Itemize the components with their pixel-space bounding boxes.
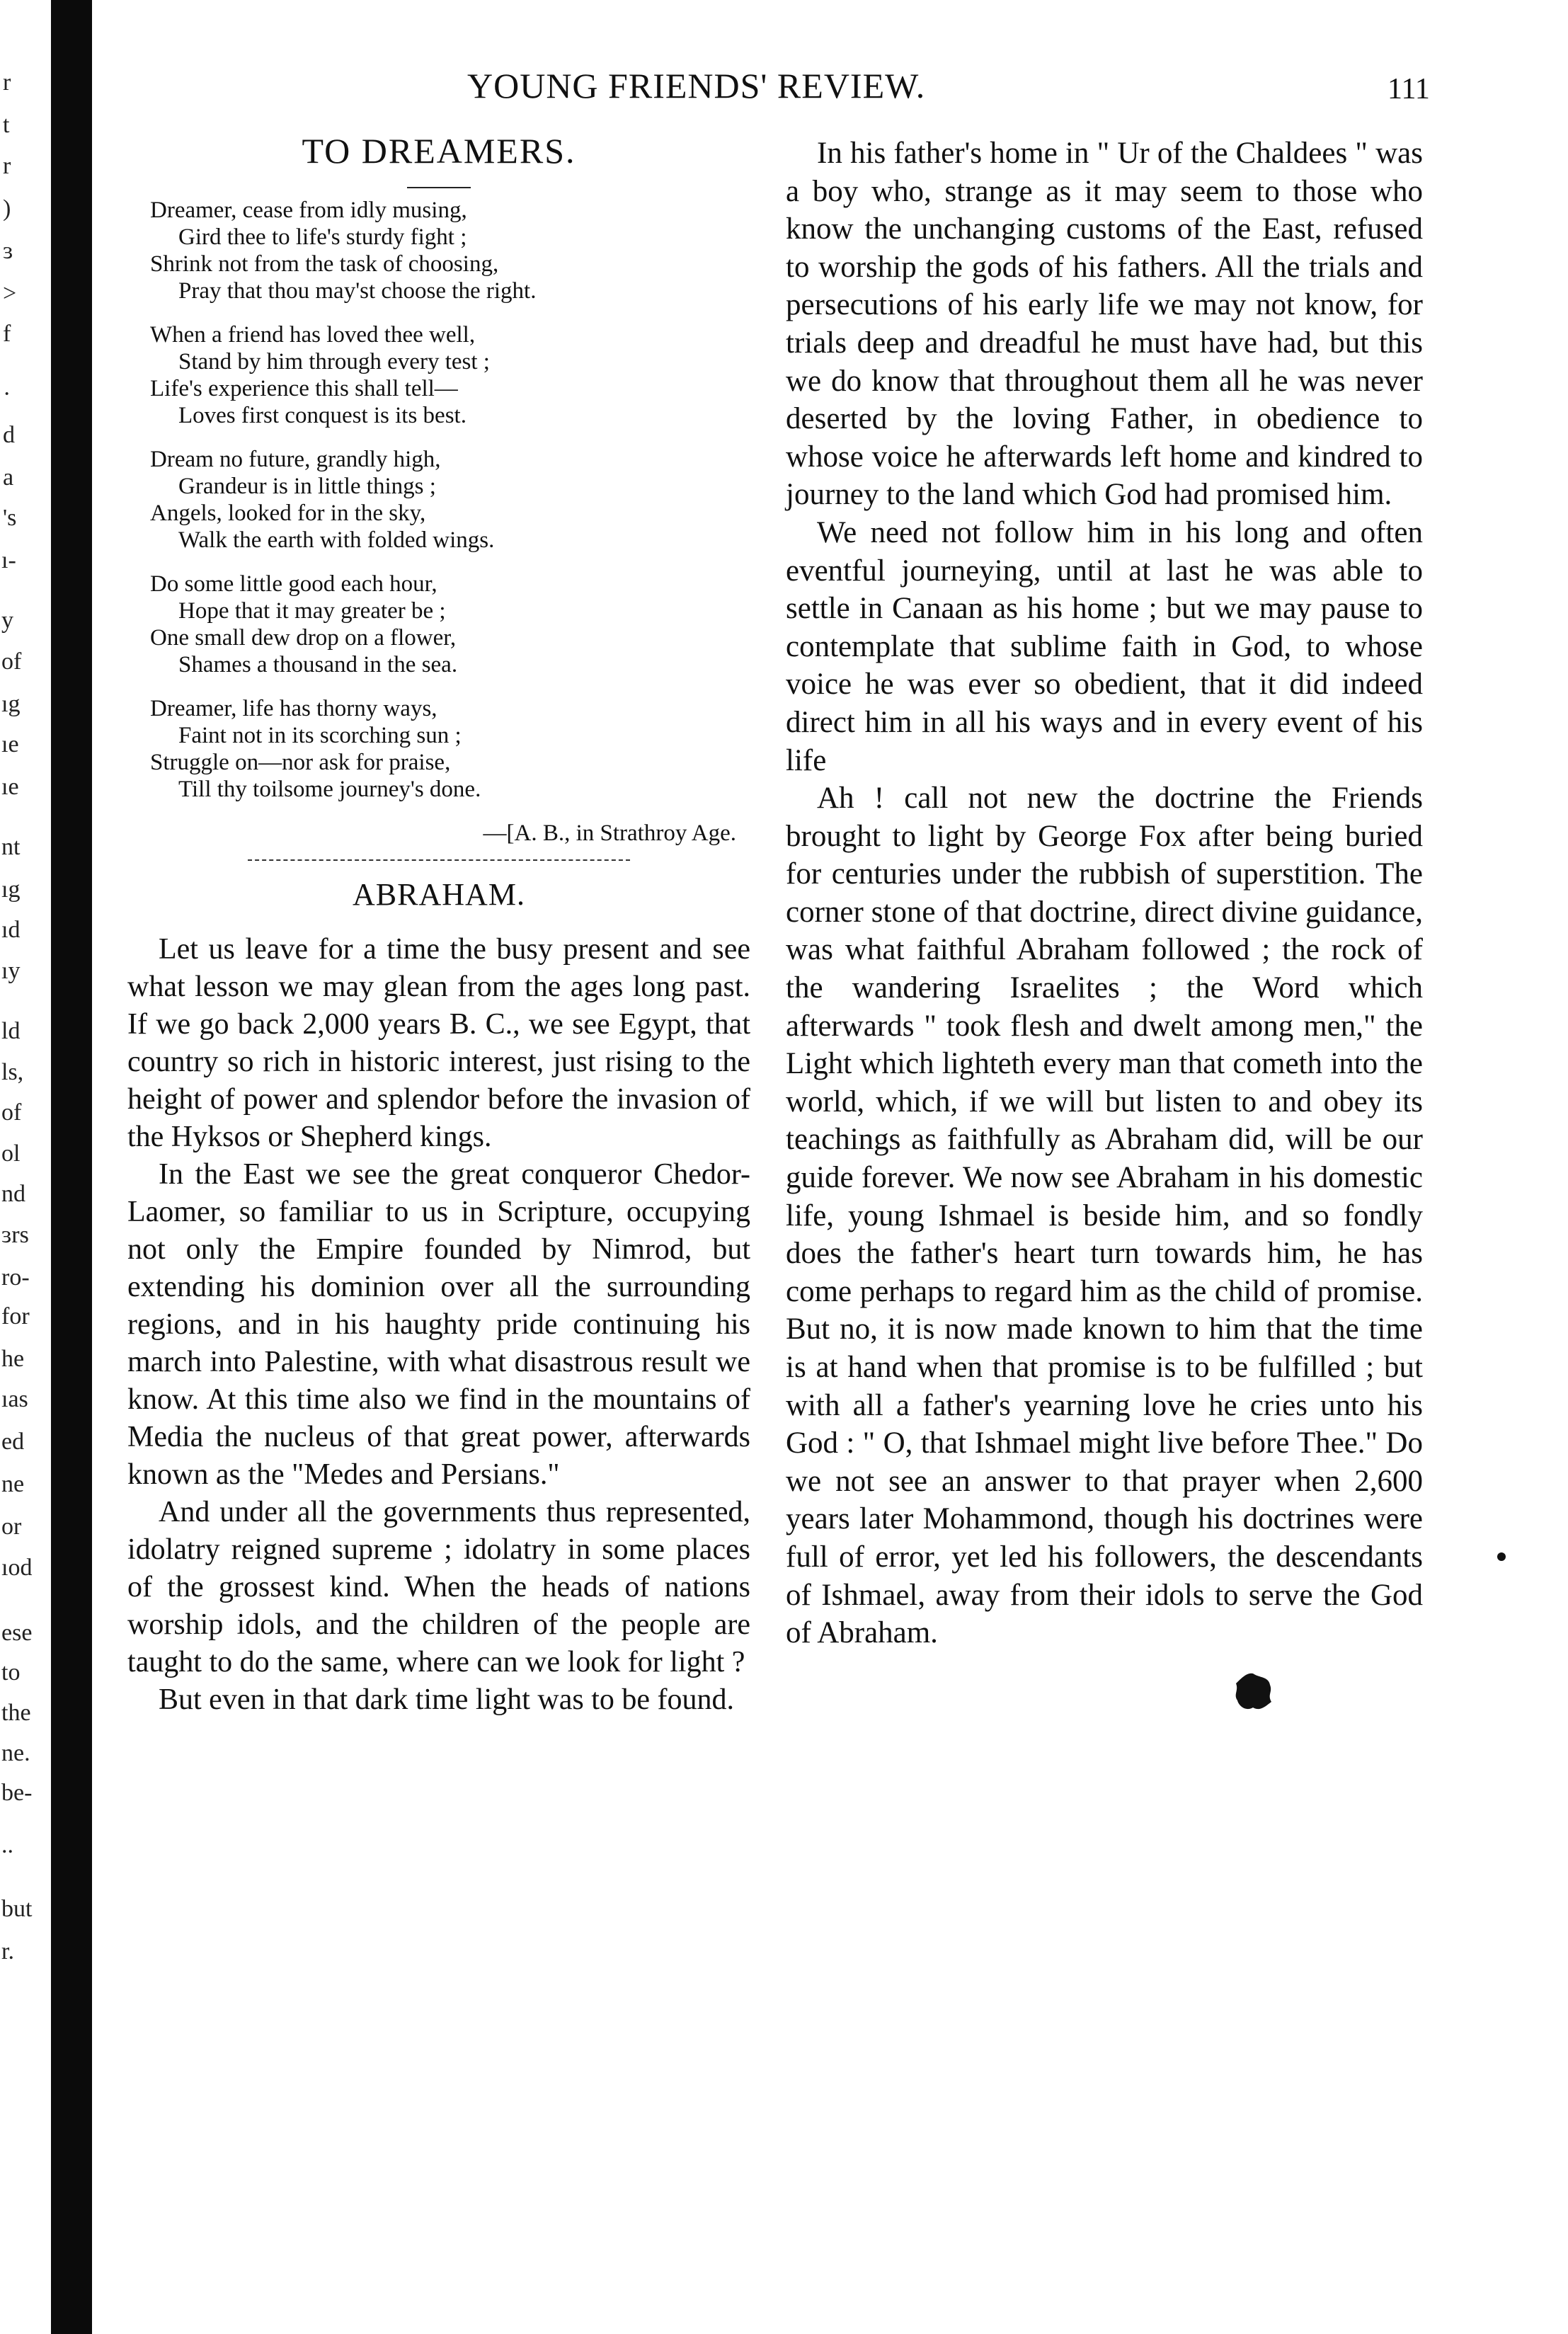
poem-line: When a friend has loved thee well,	[150, 322, 476, 348]
poem-stanza	[150, 446, 750, 554]
facing-page-fragment: ɜ	[3, 238, 13, 264]
facing-page-fragment: to	[1, 1659, 21, 1686]
paragraph: Ah ! call not new the doctrine the Friends brought to light by George Fox after being buried for centuries under the rubbish of superstition. The corner stone of that doctrine, direct divine guidance, was what faithful Abraham followed ; the rock of the wandering Israelites ; the Word which afterwards " took flesh and dwelt among men," the Light which lighteth every man that cometh into the world, which, if we will but listen to and obey its teachings as faithfully as Abraham did, will be our guide forever. We now see Abraham in his domestic life, young Ishmael is beside him, and so fondly does the father's heart turn towards him, he has come perhaps to regard him as the child of promise. But no, it is now made known to him that the time is at hand when that promise is to be fulfilled ; but with all a father's yearning love he cries unto his God : " O, that Ishmael might live before Thee." Do we not see an answer to that prayer when 2,600 years later Mohammond, though his doctrines were full of error, yet led his followers, the descendants of Ishmael, away from their idols to serve the God of Abraham.	[786, 782, 1423, 1650]
poem-line: Stand by him through every test ;	[178, 349, 490, 374]
facing-page-fragment: of	[1, 1099, 22, 1126]
facing-page-fragment: ıas	[1, 1386, 28, 1412]
facing-page-fragment: or	[1, 1514, 22, 1540]
poem-line: Grandeur is in little things ;	[178, 474, 436, 499]
facing-page-fragment: ed	[1, 1429, 25, 1455]
article-title: ABRAHAM.	[353, 877, 525, 912]
facing-page-fragment: ..	[1, 1832, 13, 1858]
poem-body	[127, 197, 750, 803]
facing-page-fragment: ıod	[1, 1555, 33, 1581]
poem-line: Till thy toilsome journey's done.	[178, 777, 481, 802]
facing-page-fragment: he	[1, 1346, 25, 1372]
facing-page-fragment: ls,	[1, 1059, 24, 1085]
facing-page-fragment: nt	[1, 834, 21, 860]
facing-page-fragment: ne	[1, 1471, 25, 1497]
facing-page-fragment: ıe	[1, 774, 19, 800]
facing-page-fragment: a	[3, 464, 14, 491]
facing-page-fragment: )	[3, 195, 11, 222]
poem-line: Pray that thou may'st choose the right.	[178, 278, 537, 304]
paragraph: And under all the governments thus represented, idolatry reigned supreme ; idolatry in some places of the grossest kind. When the heads of nations worship idols, and the children of the people are taught to do the same, where can we look for light ?	[127, 1496, 750, 1678]
poem-stanza	[150, 695, 750, 803]
poem-line: Loves first conquest is its best.	[178, 403, 467, 428]
poem-line: Angels, looked for in the sky,	[150, 500, 426, 526]
poem-line: Life's experience this shall tell—	[150, 376, 458, 401]
facing-page-fragment: ·	[3, 381, 11, 407]
facing-page-fragment: ne.	[1, 1740, 30, 1766]
facing-page-fragment: for	[1, 1303, 30, 1329]
section-divider	[248, 859, 630, 861]
paragraph: In his father's home in " Ur of the Chaldees " was a boy who, strange as it may seem to those who know the unchanging customs of the East, refused to worship the gods of his fathers. All the trials and persecutions of his early life we may not know, for trials deep and dreadful he must have had, but this we do know that throughout them all he was never deserted by the loving Father, in obedience to whose voice he afterwards left home and kindred to journey to the land which God had promised him.	[786, 137, 1423, 512]
facing-page-fragment: be-	[1, 1780, 33, 1806]
poem-line: Hope that it may greater be ;	[178, 598, 446, 624]
poem-title: TO DREAMERS.	[302, 131, 576, 171]
poem-line: One small dew drop on a flower,	[150, 625, 457, 651]
facing-page-fragment: 's	[3, 505, 17, 531]
facing-page-fragment: nd	[1, 1181, 25, 1207]
facing-page-fragment: of	[1, 648, 22, 675]
poem-line: Shames a thousand in the sea.	[178, 652, 458, 677]
facing-page-fragments	[0, 0, 50, 2334]
facing-page-fragment: y	[1, 607, 13, 634]
facing-page-fragment: r	[3, 153, 11, 179]
ink-speck	[1497, 1552, 1506, 1561]
running-title: YOUNG FRIENDS' REVIEW.	[467, 66, 926, 105]
facing-page-fragment: ıy	[1, 958, 21, 984]
facing-page-fragment: the	[1, 1700, 31, 1726]
poem-stanza	[150, 321, 750, 429]
poem-line: Struggle on—nor ask for praise,	[150, 750, 451, 775]
facing-page-fragment: ro-	[1, 1264, 30, 1291]
article-left-text	[127, 931, 750, 1719]
binding-shadow	[51, 0, 92, 2334]
poem-stanza	[150, 571, 750, 678]
facing-page-fragment: ıg	[1, 876, 21, 903]
facing-page-fragment: ɜrs	[1, 1222, 29, 1248]
facing-page-fragment: r	[3, 69, 11, 96]
facing-page-fragment: ese	[1, 1620, 33, 1646]
poem-stanza	[150, 197, 750, 304]
title-rule	[407, 187, 471, 188]
ink-blot	[1232, 1671, 1274, 1713]
poem-attribution: —[A. B., in Strathroy Age.	[483, 820, 736, 846]
poem-line: Faint not in its scorching sun ;	[178, 723, 462, 748]
poem-line: Dream no future, grandly high,	[150, 447, 441, 472]
facing-page-fragment: r.	[1, 1938, 14, 1964]
right-column	[786, 135, 1423, 1652]
poem-line: Walk the earth with folded wings.	[178, 527, 495, 553]
facing-page-fragment: but	[1, 1896, 33, 1922]
facing-page-fragment: ıe	[1, 731, 19, 757]
facing-page-fragment: >	[3, 280, 17, 307]
facing-page-fragment: d	[3, 422, 15, 448]
facing-page-fragment: f	[3, 321, 11, 347]
poem-line: Dreamer, cease from idly musing,	[150, 198, 467, 223]
poem-line: Do some little good each hour,	[150, 571, 437, 597]
poem-line: Gird thee to life's sturdy fight ;	[178, 224, 467, 250]
facing-page-fragment: ol	[1, 1140, 21, 1167]
poem-line: Shrink not from the task of choosing,	[150, 251, 499, 277]
page-number: 111	[1387, 73, 1430, 105]
facing-page-fragment: ıg	[1, 691, 21, 717]
facing-page-fragment: t	[3, 112, 10, 138]
facing-page-fragment: ı-	[1, 547, 16, 573]
left-column	[127, 113, 750, 1719]
facing-page-fragment: ıd	[1, 917, 21, 943]
poem-line: Dreamer, life has thorny ways,	[150, 696, 437, 721]
facing-page-fragment: ld	[1, 1018, 21, 1044]
paragraph: But even in that dark time light was to be found.	[159, 1683, 735, 1716]
paragraph: Let us leave for a time the busy present and see what lesson we may glean from the ages long past. If we go back 2,000 years B. C., we see Egypt, that country so rich in historic interest, just rising to the height of power and splendor before the invasion of the Hyksos or Shepherd kings.	[127, 933, 750, 1153]
paragraph: We need not follow him in his long and often eventful journeying, until at last he was able to settle in Canaan as his home ; but we may pause to contemplate that sublime faith in God, to whose voice he was ever so obedient, that it did indeed direct him in all his ways and in every event of his life	[786, 515, 1423, 777]
paragraph: In the East we see the great conqueror Chedor-Laomer, so familiar to us in Scripture, occupying not only the Empire founded by Nimrod, but extending his dominion over all the surrounding regions, and in his haughty pride continuing his march into Palestine, with what disastrous result we know. At this time also we find in the mountains of Media the nucleus of that great power, afterwards known as the "Medes and Persians."	[127, 1158, 750, 1491]
